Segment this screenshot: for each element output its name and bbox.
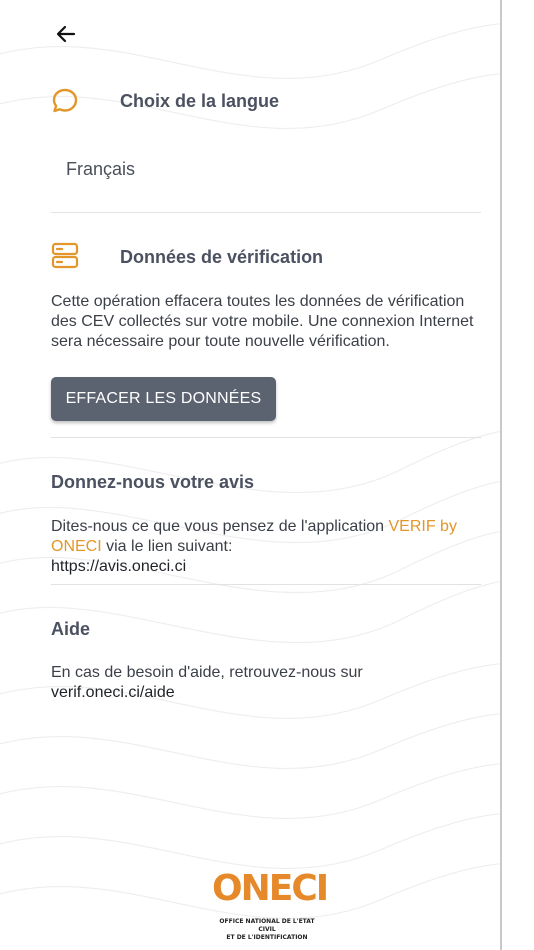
app-name: VERIF by ONECI [51, 518, 457, 555]
verification-description: Cette opération effacera toutes les données de vérification des CEV collectés sur votre mobile. Une connexion Internet sera nécessaire pour toute nouvelle vérification. [51, 293, 474, 350]
feedback-link[interactable]: https://avis.oneci.ci [51, 558, 187, 575]
erase-data-button[interactable]: EFFACER LES DONNÉES [51, 377, 276, 421]
oneci-logo [212, 858, 328, 948]
logo-subtitle-line1: OFFICE NATIONAL DE L'ETAT CIVIL [219, 918, 315, 933]
logo-subtitle [212, 918, 322, 942]
feedback-text [51, 517, 481, 577]
language-selector[interactable]: Français [66, 159, 136, 179]
feedback-section-title: Donnez-nous votre avis [51, 472, 255, 492]
language-section-title: Choix de la langue [120, 91, 280, 111]
divider [51, 437, 481, 438]
help-section-title: Aide [51, 619, 91, 639]
logo-subtitle-line2: ET DE L'IDENTIFICATION [226, 934, 308, 941]
back-button[interactable] [50, 18, 82, 50]
feedback-text-intro: Dites-nous ce que vous pensez de l'application [51, 518, 389, 535]
chat-bubble-icon [50, 86, 80, 116]
help-link[interactable]: verif.oneci.ci/aide [51, 684, 175, 701]
feedback-text-outro: via le lien suivant: [101, 538, 233, 555]
screen-edge [500, 0, 502, 950]
arrow-left-icon [54, 22, 78, 46]
server-icon [50, 241, 80, 271]
verification-section-title: Données de vérification [120, 247, 324, 267]
help-text-intro: En cas de besoin d'aide, retrouvez-nous sur [51, 664, 363, 681]
logo-wordmark: ONECI [212, 868, 328, 909]
divider [51, 212, 481, 213]
divider [51, 584, 481, 585]
help-text [51, 663, 481, 703]
